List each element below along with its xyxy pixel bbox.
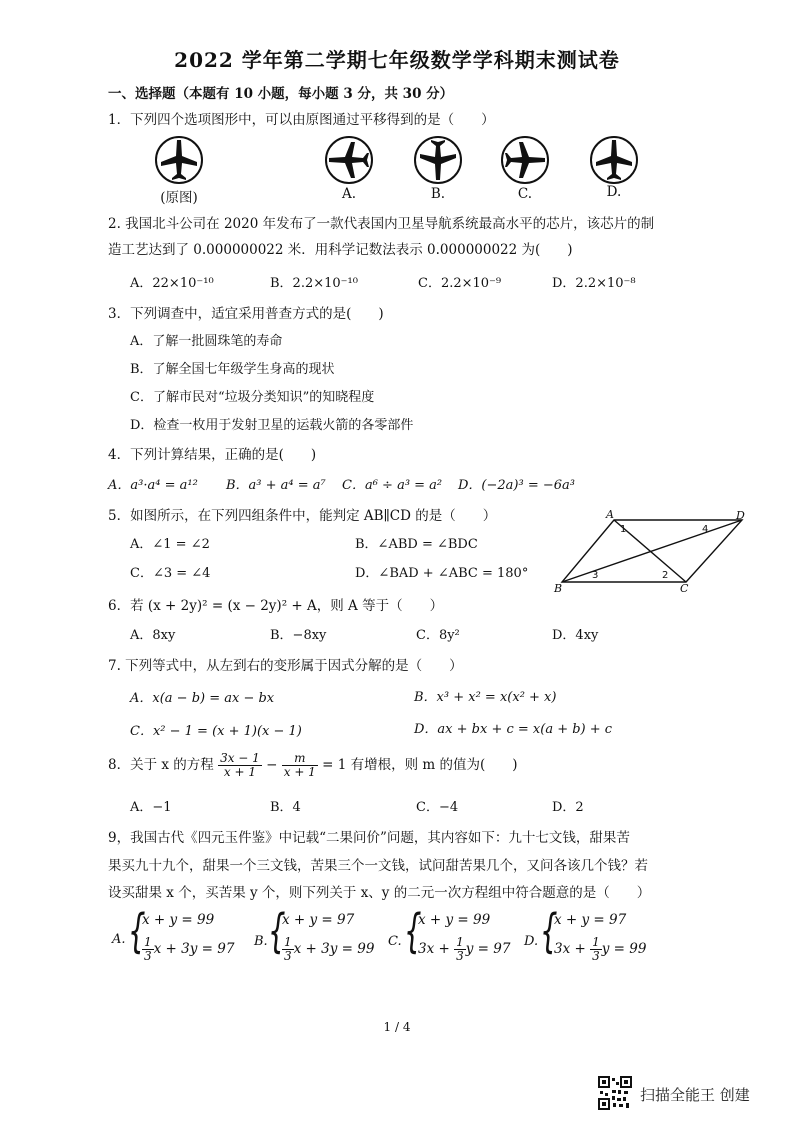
option-b-plane-icon — [415, 137, 461, 183]
q6-option-c: C．8y² — [416, 628, 460, 643]
q9-d-eq2-post: y = 99 — [601, 941, 647, 957]
q9-b-frac-den: 3 — [284, 949, 292, 963]
q3-option-d: D．检查一枚用于发射卫星的运载火箭的各零部件 — [130, 418, 414, 433]
q8-frac2-denominator: x + 1 — [283, 765, 316, 779]
q3-stem: 3．下列调查中，适宜采用普查方式的是( ) — [108, 306, 384, 322]
q2-option-b: B．2.2×10⁻¹⁰ — [270, 276, 358, 291]
q9-c-eq1: x + y = 99 — [418, 912, 491, 928]
q9-c-frac-num: 1 — [456, 935, 464, 949]
q9-a-fraction — [142, 936, 154, 963]
q4-stem: 4．下列计算结果，正确的是( ) — [108, 447, 317, 463]
q9-c-eq2-post: y = 97 — [465, 941, 511, 957]
page-number: 1 / 4 — [383, 1020, 411, 1034]
q9-option-c-label: C. — [388, 934, 402, 949]
q8-option-c: C．−4 — [416, 800, 459, 815]
q9-b-fraction — [282, 936, 294, 963]
q9-line3: 设买甜果 x 个，买苦果 y 个，则下列关于 x、y 的二元一次方程组中符合题意的是（ ） — [108, 885, 651, 901]
q6-option-a: A．8xy — [130, 628, 176, 643]
q1-label-original: (原图) — [160, 190, 198, 206]
q8-fraction-1 — [218, 752, 262, 779]
q8-option-a: A．−1 — [130, 800, 172, 815]
q9-a-eq2-post: x + 3y = 97 — [153, 941, 235, 957]
vertex-c-label: C — [680, 582, 689, 595]
q1-label-d: D. — [606, 184, 622, 200]
q6-stem: 6．若 (x + 2y)² = (x − 2y)² + A，则 A 等于（ ） — [108, 598, 444, 614]
q5-option-b: B．∠ABD = ∠BDC — [355, 537, 478, 552]
q2-option-a: A．22×10⁻¹⁰ — [130, 276, 214, 291]
q1-label-a: A. — [341, 186, 357, 202]
q8-option-b: B．4 — [270, 800, 301, 815]
qr-code-icon — [598, 1076, 632, 1110]
q9-c-frac-den: 3 — [456, 949, 464, 963]
q9-a-frac-num: 1 — [144, 935, 152, 949]
q8-option-d: D．2 — [552, 800, 584, 815]
q8-prefix: 8．关于 x 的方程 — [108, 757, 214, 773]
q7-option-b: B．x³ + x² = x(x² + x) — [414, 690, 557, 705]
option-c-plane-icon — [502, 137, 548, 183]
vertex-a-label: A — [606, 508, 614, 521]
q1-stem: 1．下列四个选项图形中，可以由原图通过平移得到的是（ ） — [108, 112, 495, 128]
q9-option-c-system: { x + y = 99 3x + $\frac{1}{3}$ y = 97 — [404, 904, 511, 963]
q9-option-b-label: B. — [254, 934, 268, 949]
q5-parallelogram-figure — [552, 506, 752, 596]
q5-option-c: C．∠3 = ∠4 — [130, 566, 211, 581]
vertex-b-label: B — [554, 582, 563, 595]
q2-option-d: D．2.2×10⁻⁸ — [552, 276, 636, 291]
q7-option-a: A．x(a − b) = ax − bx — [130, 691, 275, 706]
q2-option-c: C．2.2×10⁻⁹ — [418, 276, 502, 291]
q4-option-a: A．a³·a⁴ = a¹² — [108, 478, 198, 493]
diagonal-bd — [562, 520, 742, 582]
q7-option-d: D．ax + bx + c = x(a + b) + c — [414, 722, 613, 737]
q9-option-d-label: D. — [524, 934, 539, 949]
q6-option-d: D．4xy — [552, 628, 599, 643]
q9-b-eq1: x + y = 97 — [282, 912, 355, 928]
q1-label-b: B. — [430, 186, 446, 202]
q1-label-c: C. — [517, 186, 533, 202]
q9-b-eq2-post: x + 3y = 99 — [293, 941, 375, 957]
q9-a-frac-den: 3 — [144, 949, 152, 963]
q3-option-a: A．了解一批圆珠笔的寿命 — [130, 334, 283, 349]
q5-option-d: D．∠BAD + ∠ABC = 180° — [355, 566, 529, 581]
q5-stem: 5．如图所示，在下列四组条件中，能判定 AB∥CD 的是（ ） — [108, 508, 497, 524]
q7-stem: 7. 下列等式中，从左到右的变形属于因式分解的是（ ） — [108, 658, 463, 674]
q1-figures — [150, 132, 670, 188]
q8-suffix: = 1 有增根，则 m 的值为( ) — [322, 757, 518, 773]
q9-option-d-system: { x + y = 97 3x + $\frac{1}{3}$ y = 99 — [540, 904, 647, 963]
q9-a-eq1: x + y = 99 — [142, 912, 215, 928]
q9-d-frac-num: 1 — [592, 935, 600, 949]
q8-minus: − — [266, 757, 278, 773]
angle-2-label: 2 — [662, 570, 669, 581]
q9-option-a-label: A. — [112, 932, 126, 947]
vertex-d-label: D — [736, 509, 745, 522]
q3-option-c: C．了解市民对“垃圾分类知识”的知晓程度 — [130, 390, 375, 405]
angle-4-label: 4 — [702, 524, 709, 535]
original-plane-icon — [156, 137, 202, 183]
q4-option-c: C．a⁶ ÷ a³ = a² — [342, 478, 443, 493]
q9-d-fraction — [590, 936, 602, 963]
q2-line1: 2. 我国北斗公司在 2020 年发布了一款代表国内卫星导航系统最高水平的芯片，该芯片的制 — [108, 216, 655, 232]
q9-line2: 果买九十九个，甜果一个三文钱，苦果三个一文钱，试问甜苦果几个，又问各该几个钱？若 — [108, 858, 648, 874]
q9-c-eq2-pre: 3x + — [418, 941, 455, 957]
q8-stem — [108, 752, 518, 779]
q8-frac1-numerator: 3x − 1 — [220, 751, 260, 765]
option-a-plane-icon — [326, 137, 372, 183]
q6-option-b: B．−8xy — [270, 628, 327, 643]
q8-frac1-denominator: x + 1 — [223, 765, 256, 779]
q2-line2: 造工艺达到了 0.000000022 米．用科学记数法表示 0.000000022 为( ) — [108, 242, 573, 258]
q9-option-b-system: { x + y = 97 $\frac{1}{3}$ x + 3y = 99 — [268, 904, 375, 963]
q9-option-a-system: { x + y = 99 $\frac{1}{3}$ x + 3y = 97 — [128, 904, 235, 963]
q9-b-frac-num: 1 — [284, 935, 292, 949]
q3-option-b: B．了解全国七年级学生身高的现状 — [130, 362, 335, 377]
q5-option-a: A．∠1 = ∠2 — [130, 537, 210, 552]
q9-d-eq2-pre: 3x + — [554, 941, 591, 957]
scanner-watermark: 扫描全能王 创建 — [640, 1086, 750, 1104]
section-heading: 一、选择题（本题有 10 小题，每小题 3 分，共 30 分） — [108, 86, 454, 102]
q9-d-frac-den: 3 — [592, 949, 600, 963]
exam-title: 2022 学年第二学期七年级数学学科期末测试卷 — [174, 48, 620, 72]
angle-3-label: 3 — [592, 570, 599, 581]
q9-c-fraction — [454, 936, 466, 963]
q7-option-c: C．x² − 1 = (x + 1)(x − 1) — [130, 724, 302, 739]
q8-fraction-2 — [282, 752, 318, 779]
angle-1-label: 1 — [620, 524, 627, 535]
q8-frac2-numerator: m — [282, 752, 318, 766]
q9-line1: 9，我国古代《四元玉件鉴》中记载“二果问价”问题，其内容如下：九十七文钱，甜果苦 — [108, 830, 630, 846]
q9-d-eq1: x + y = 97 — [554, 912, 627, 928]
option-d-plane-icon — [591, 137, 637, 183]
q4-option-d: D．(−2a)³ = −6a³ — [458, 478, 575, 493]
q4-option-b: B．a³ + a⁴ = a⁷ — [226, 478, 326, 493]
